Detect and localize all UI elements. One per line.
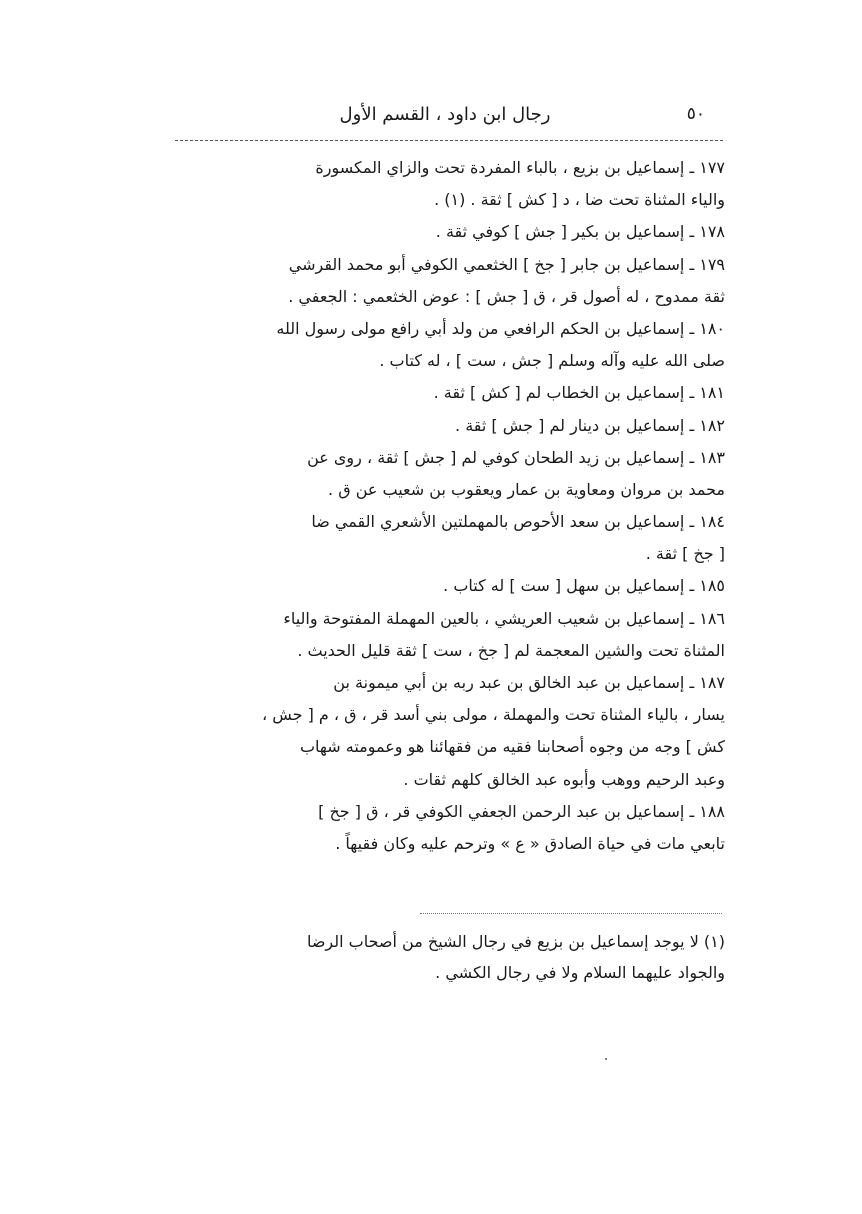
- scan-speck: [605, 1058, 607, 1060]
- text-line: المثناة تحت والشين المعجمة لم [ جخ ، ست ] ثقة قليل الحديث .: [297, 640, 725, 660]
- text-line: ١٧٩ ـ إسماعيل بن جابر [ جخ ] الخثعمي الكوفي أبو محمد القرشي: [288, 254, 725, 274]
- text-line: ١٨٥ ـ إسماعيل بن سهل [ ست ] له كتاب .: [443, 576, 725, 596]
- text-line: كش ] وجه من وجوه أصحابنا فقيه من فقهائنا هو وعمومته شهاب: [299, 737, 725, 757]
- text-line: تابعي مات في حياة الصادق « ع » وترحم عليه وكان فقيهاً .: [335, 833, 725, 853]
- text-line: ١٨٤ ـ إسماعيل بن سعد الأحوص بالمهملتين الأشعري القمي ضا: [311, 512, 725, 532]
- text-line: ١٨١ ـ إسماعيل بن الخطاب لم [ كش ] ثقة .: [433, 383, 725, 403]
- text-line: محمد بن مروان ومعاوية بن عمار ويعقوب بن شعيب عن ق .: [328, 479, 725, 499]
- entries-text: [185, 152, 725, 860]
- page-number: ٥٠: [686, 104, 705, 124]
- text-line: ١٨٧ ـ إسماعيل بن عبد الخالق بن عبد ربه بن أبي ميمونة بن: [333, 673, 725, 692]
- text-line: يسار ، بالياء المثناة تحت والمهملة ، مولى بني أسد قر ، ق ، م [ جش ،: [261, 705, 725, 725]
- text-line: والياء المثناة تحت ضا ، د [ كش ] ثقة . (١) .: [434, 190, 725, 210]
- text-line: ثقة ممدوح ، له أصول قر ، ق [ جش ] : عوض الخثعمي : الجعفي .: [288, 286, 725, 306]
- running-title: رجال ابن داود ، القسم الأول: [339, 104, 551, 125]
- text-line: [ جخ ] ثقة .: [645, 544, 725, 564]
- footnote-divider: [420, 913, 722, 914]
- text-line: ١٧٨ ـ إسماعيل بن بكير [ جش ] كوفي ثقة .: [435, 222, 725, 242]
- footnote-line: (١) لا يوجد إسماعيل بن بزيع في رجال الشيخ من أصحاب الرضا: [306, 932, 725, 951]
- text-line: ١٧٧ ـ إسماعيل بن بزيع ، بالباء المفردة تحت والزاي المكسورة: [315, 158, 725, 177]
- footnote-line: والجواد عليهما السلام ولا في رجال الكشي .: [435, 963, 725, 982]
- text-line: ١٨٨ ـ إسماعيل بن عبد الرحمن الجعفي الكوفي قر ، ق [ جخ ]: [318, 801, 725, 821]
- text-line: ١٨٣ ـ إسماعيل بن زيد الطحان كوفي لم [ جش ] ثقة ، روى عن: [307, 447, 725, 467]
- text-line: ١٨٦ ـ إسماعيل بن شعيب العريشي ، بالعين المهملة المفتوحة والياء: [283, 608, 725, 628]
- header-divider: [175, 140, 723, 141]
- text-line: صلى الله عليه وآله وسلم [ جش ، ست ] ، له كتاب .: [379, 351, 725, 371]
- text-line: وعبد الرحيم ووهب وأبوه عبد الخالق كلهم ثقات .: [403, 769, 725, 789]
- page-header: [175, 104, 715, 134]
- footnote: [185, 926, 725, 988]
- text-line: ١٨٢ ـ إسماعيل بن دينار لم [ جش ] ثقة .: [455, 415, 725, 435]
- text-line: ١٨٠ ـ إسماعيل بن الحكم الرافعي من ولد أبي رافع مولى رسول الله: [276, 318, 725, 338]
